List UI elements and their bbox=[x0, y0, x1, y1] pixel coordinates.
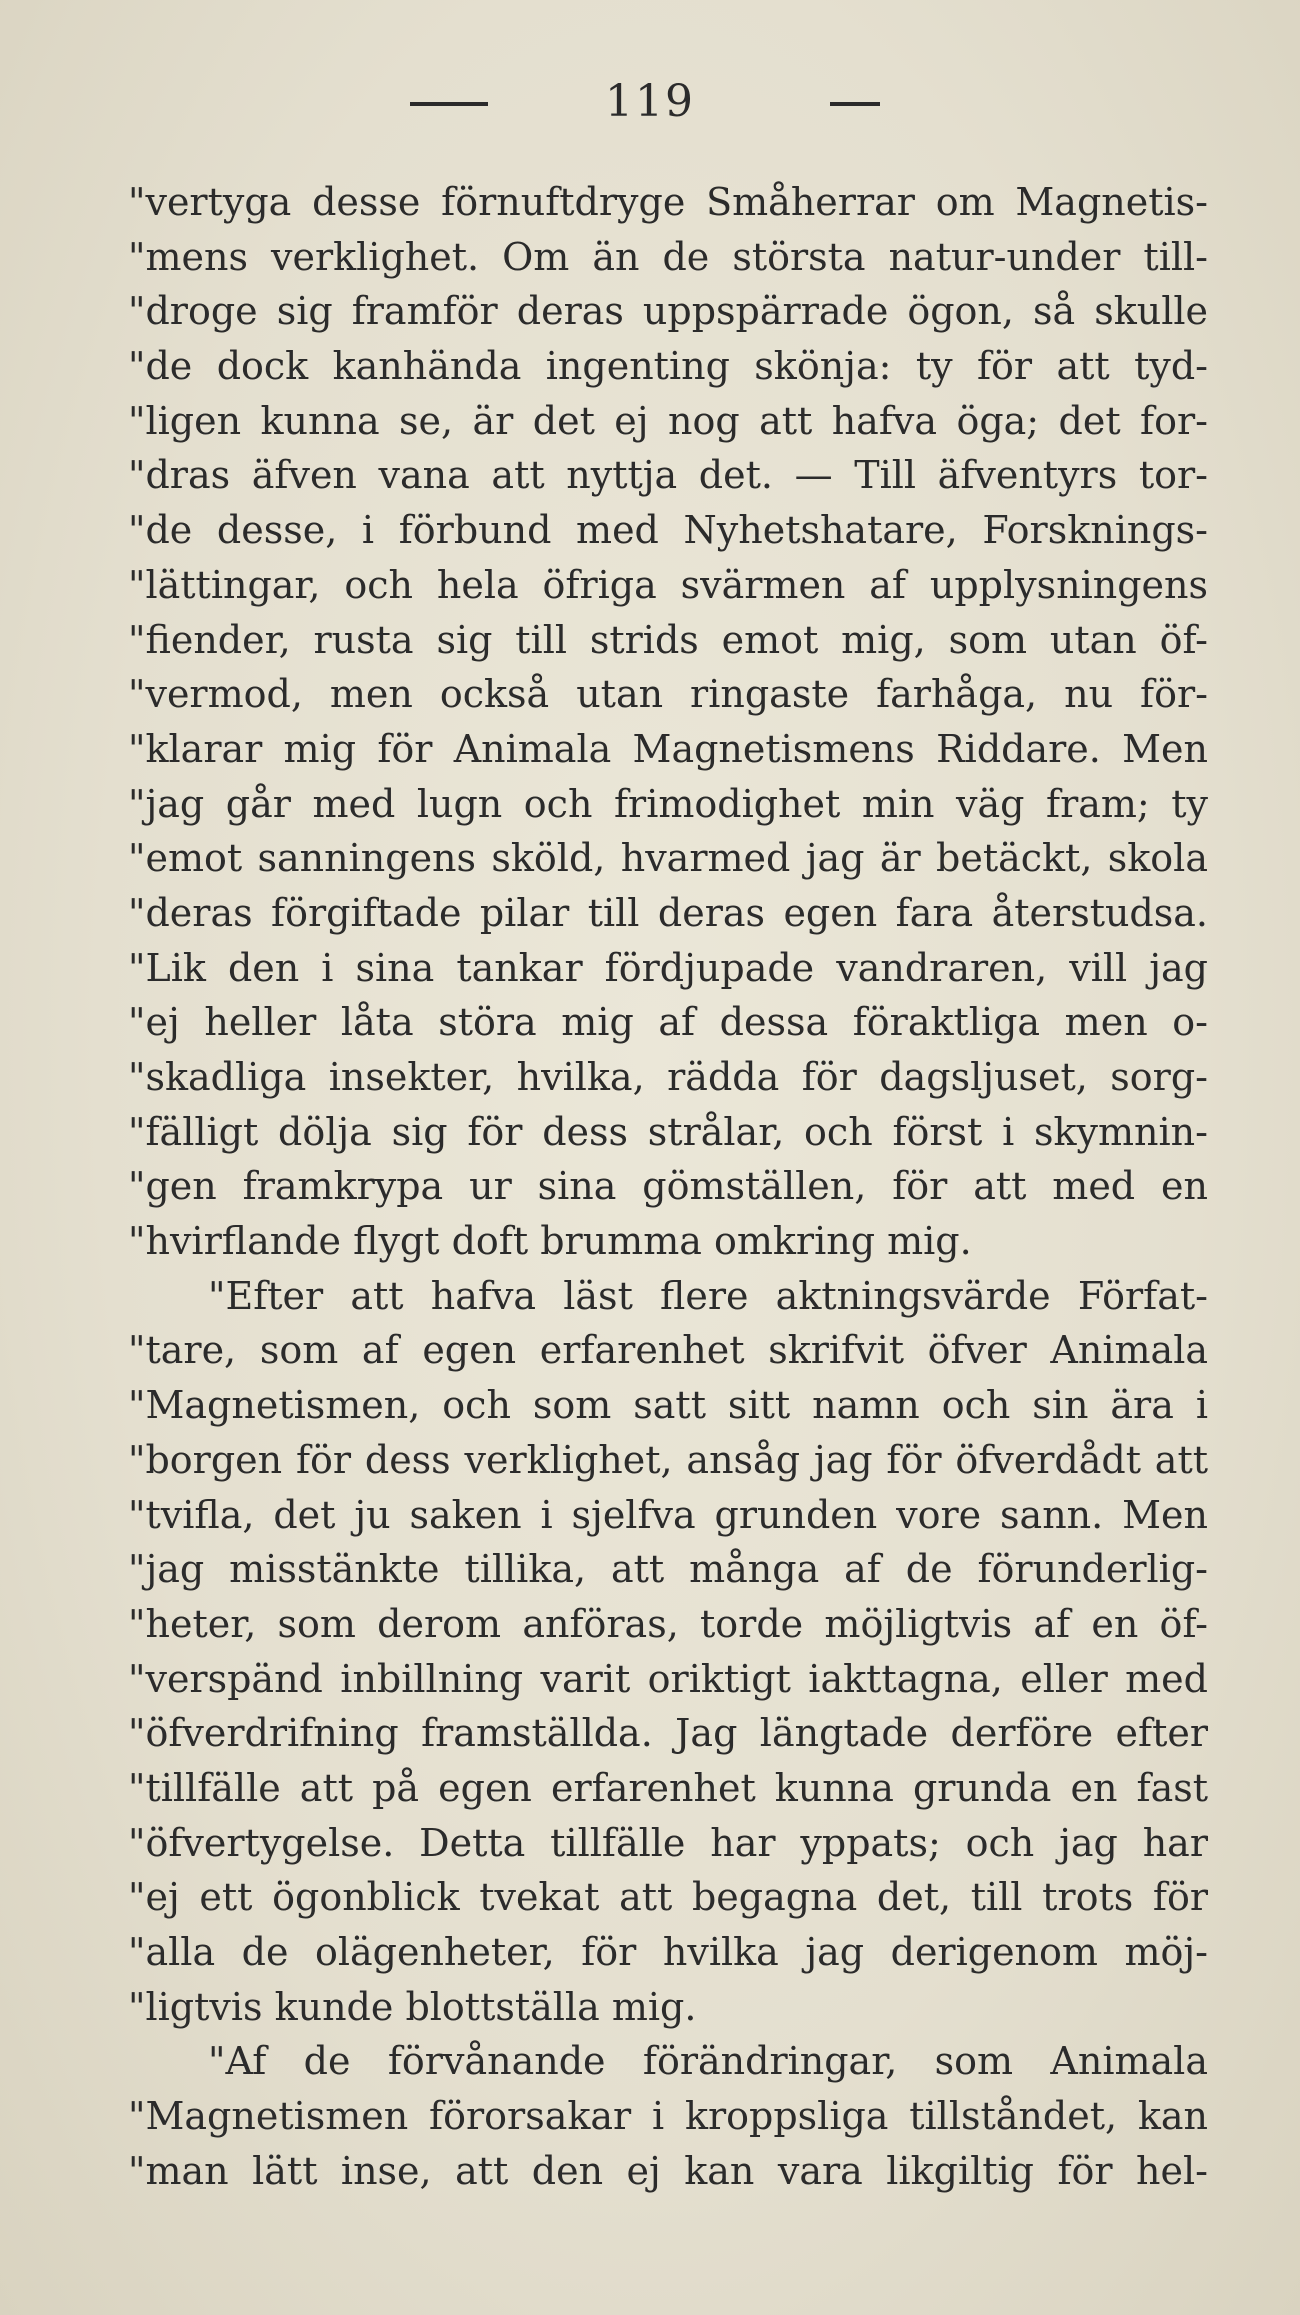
text-line: "fiender, rusta sig till strids emot mig, som utan öf- bbox=[128, 617, 1208, 662]
text-line: "tillfälle att på egen erfarenhet kunna grunda en fast bbox=[128, 1765, 1208, 1810]
text-line: "tvifla, det ju saken i sjelfva grunden vore sann. Men bbox=[128, 1492, 1208, 1537]
page-header bbox=[0, 72, 1300, 142]
text-line: "hvirflande flygt doft brumma omkring mig. bbox=[128, 1219, 972, 1264]
text-line: "jag misstänkte tillika, att många af de förunderlig- bbox=[128, 1547, 1208, 1592]
text-line: "verspänd inbillning varit oriktigt iakttagna, eller med bbox=[128, 1656, 1208, 1701]
text-line: "de desse, i förbund med Nyhetshatare, Forsknings- bbox=[128, 508, 1208, 553]
text-line: "droge sig framför deras uppspärrade ögon, så skulle bbox=[128, 289, 1208, 334]
text-line: "jag går med lugn och frimodighet min väg fram; ty bbox=[128, 781, 1208, 826]
text-line: "Magnetismen, och som satt sitt namn och sin ära i bbox=[128, 1383, 1208, 1428]
text-line: "ej ett ögonblick tvekat att begagna det, till trots för bbox=[128, 1875, 1208, 1920]
text-line: "vermod, men också utan ringaste farhåga, nu för- bbox=[128, 672, 1208, 717]
text-line: "öfverdrifning framställda. Jag längtade derföre efter bbox=[128, 1711, 1208, 1756]
text-line: "klarar mig för Animala Magnetismens Riddare. Men bbox=[128, 726, 1208, 771]
text-line: "man lätt inse, att den ej kan vara likgiltig för hel- bbox=[128, 2148, 1208, 2193]
text-line: "ligtvis kunde blottställa mig. bbox=[128, 1984, 697, 2029]
body-text bbox=[128, 175, 1208, 2198]
text-line: "emot sanningens sköld, hvarmed jag är betäckt, skola bbox=[128, 836, 1208, 881]
text-line: "alla de olägenheter, för hvilka jag derigenom möj- bbox=[128, 1930, 1208, 1974]
text-line: "de dock kanhända ingenting skönja: ty för att tyd- bbox=[128, 344, 1208, 389]
text-line: "ligen kunna se, är det ej nog att hafva öga; det for- bbox=[128, 398, 1208, 443]
text-line: "Magnetismen förorsakar i kroppsliga tillståndet, kan bbox=[128, 2094, 1208, 2139]
text-line: "vertyga desse förnuftdryge Småherrar om Magnetis- bbox=[128, 180, 1208, 224]
text-line: "gen framkrypa ur sina gömställen, för att med en bbox=[128, 1164, 1208, 1209]
text-line: "ej heller låta störa mig af dessa föraktliga men o- bbox=[128, 1000, 1208, 1045]
text-line: "deras förgiftade pilar till deras egen fara återstudsa. bbox=[128, 890, 1208, 935]
text-line: "öfvertygelse. Detta tillfälle har yppats; och jag har bbox=[128, 1820, 1208, 1865]
header-dash-right bbox=[830, 102, 880, 106]
text-line: "Af de förvånande förändringar, som Animala bbox=[208, 2039, 1208, 2084]
text-line: "borgen för dess verklighet, ansåg jag för öfverdådt att bbox=[128, 1437, 1208, 1482]
text-line: "Efter att hafva läst flere aktningsvärde Förfat- bbox=[208, 1273, 1208, 1318]
text-line: "mens verklighet. Om än de största natur-under till- bbox=[128, 234, 1208, 279]
text-line: "dras äfven vana att nyttja det. — Till äfventyrs tor- bbox=[128, 453, 1208, 498]
text-line: "heter, som derom anföras, torde möjligtvis af en öf- bbox=[128, 1601, 1208, 1646]
text-line: "fälligt dölja sig för dess strålar, och först i skymnin- bbox=[128, 1109, 1208, 1154]
text-line: "skadliga insekter, hvilka, rädda för dagsljuset, sorg- bbox=[128, 1055, 1208, 1099]
text-line: "Lik den i sina tankar fördjupade vandraren, vill jag bbox=[128, 945, 1208, 990]
text-line: "tare, som af egen erfarenhet skrifvit öfver Animala bbox=[128, 1328, 1208, 1373]
text-line: "lättingar, och hela öfriga svärmen af upplysningens bbox=[128, 562, 1208, 607]
page-number: 119 bbox=[605, 76, 695, 127]
